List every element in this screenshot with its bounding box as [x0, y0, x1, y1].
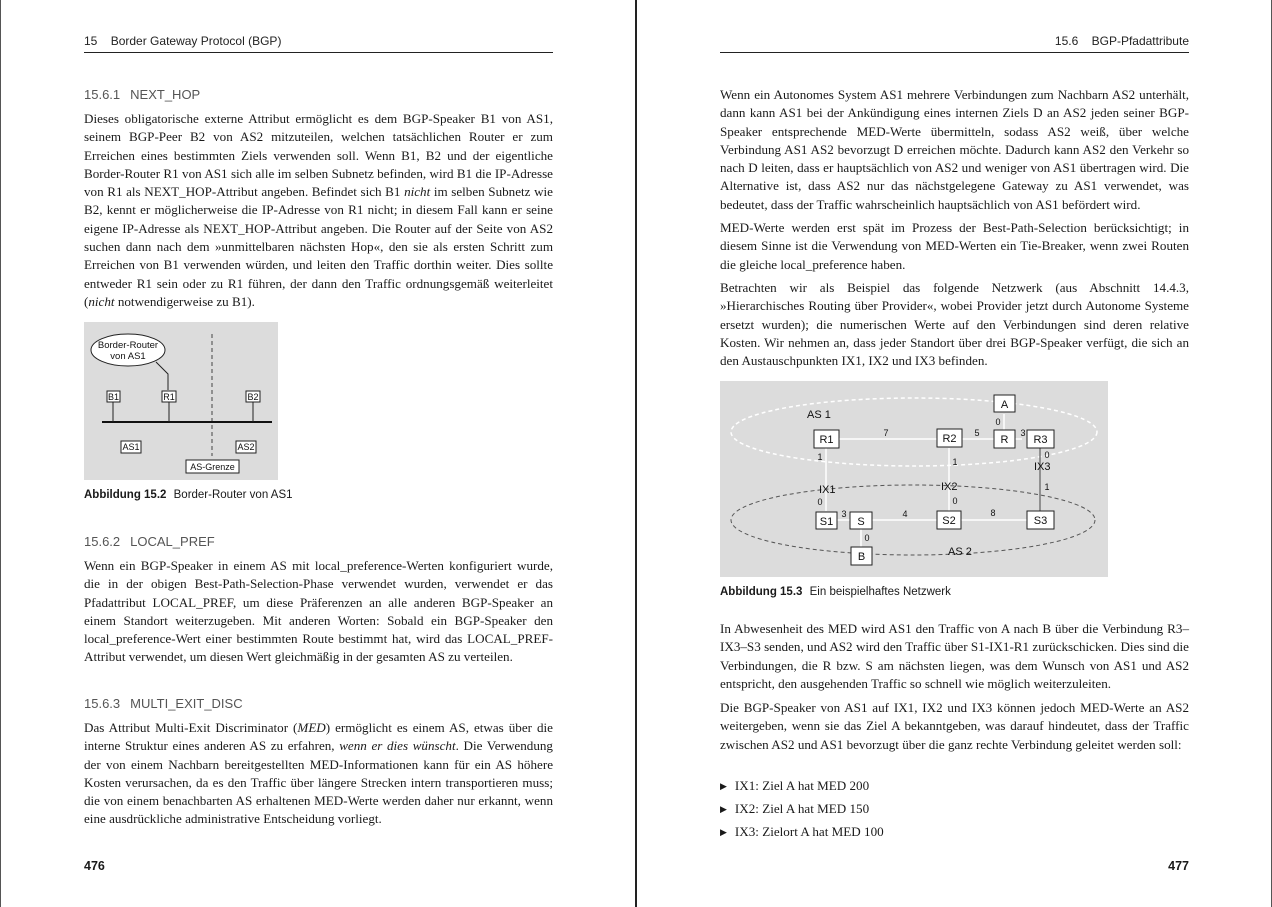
label-as2: AS2	[237, 442, 255, 452]
list-item: ▶ IX2: Ziel A hat MED 150	[720, 798, 884, 821]
bubble-text-1: Border-Router	[97, 340, 159, 351]
caption-figure-15-2: Abbildung 15.2 Border-Router von AS1	[84, 489, 293, 501]
label-as-2: AS 2	[948, 546, 972, 558]
cost-s1-s: 3	[841, 509, 847, 519]
label-as1: AS1	[122, 442, 140, 452]
section-heading-next-hop: 15.6.1 NEXT_HOP	[84, 87, 201, 102]
running-header-left	[84, 34, 281, 48]
cost-ix3: 0	[1044, 450, 1050, 460]
right-page	[636, 0, 1272, 907]
figure-border-router	[84, 322, 278, 480]
cost-r1-r2: 7	[883, 428, 889, 438]
cost-s-b: 0	[864, 533, 870, 543]
node-r: R	[1000, 434, 1009, 446]
label-as-boundary: AS-Grenze	[190, 462, 235, 472]
node-s: S	[857, 516, 865, 528]
node-s3: S3	[1033, 515, 1048, 527]
node-s1: S1	[819, 516, 834, 528]
cost-r1-ix1: 1	[817, 452, 823, 462]
list-item: ▶ IX3: Zielort A hat MED 100	[720, 821, 884, 844]
paragraph-1: Wenn ein Autonomes System AS1 mehrere Verbindungen zum Nachbarn AS2 unterhält, dann kann AS1 bei der Ankündigung eines internen Ziels D an AS2 jeden seiner BGP-Speaker entsprechende MED-Werte übermitteln, sodass AS2 weiß, über welche Verbindung AS1 AS2 bevorzugt D erreichen möchte. Dadurch kann AS2 den Verkehr so nach D leiten, dass er hauptsächlich von AS2 und weniger von AS1 übertragen wird. Die Alternative ist, dass AS2 nur das nächstgelegene Gateway zu AS1 verwendet, was bedeutet, dass der Traffic wahrscheinlich hauptsächlich von AS1 befördert wird.	[720, 87, 1189, 212]
page-number-right: 477	[1168, 859, 1189, 873]
paragraph-next-hop: Dieses obligatorische externe Attribut ermöglicht es dem BGP-Speaker B1 von AS1, seinem BGP-Peer B2 von AS2 mitzuteilen, welchen tatsächlichen Router er zum Erreichen eines bestimmten Ziels verwenden soll. Wenn B1, B2 und der eigentliche Border-Router R1 von AS1 sich alle im selben Subnetz befinden, wird B1 die IP-Adresse von R1 als NEXT_HOP-Attribut angeben. Befindet sich B1 nicht im selben Subnetz wie B2, kennt er möglicherweise die IP-Adresse von R1 nicht; in diesem Fall kann er seine eigene IP-Adresse als NEXT_HOP-Attribut angeben. Die Router auf der Seite von AS2 suchen dann nach dem »unmittelbaren nächsten Hop«, den sie als ersten Schritt zum Erreichen von B1 verwenden würden, und leiten den Traffic dorthin weiter. Dies sollte entweder R1 sein oder zu R1 führen, der dann den Traffic ordnungsgemäß weiterleitet (nicht notwendigerweise zu B1).	[84, 111, 553, 309]
label-ix1: IX1	[819, 484, 836, 496]
running-header-right	[1055, 34, 1189, 48]
med-bullet-list	[720, 775, 884, 844]
cost-r2-r: 5	[974, 428, 980, 438]
cost-r2-ix2: 1	[952, 457, 958, 467]
node-r2: R2	[942, 433, 957, 445]
header-title: Border Gateway Protocol (BGP)	[110, 34, 282, 48]
figure-example-network	[720, 381, 1108, 577]
header-chapter: 15	[84, 34, 98, 48]
cost-r-r3: 3	[1020, 428, 1026, 438]
section-heading-local-pref: 15.6.2 LOCAL_PREF	[84, 534, 215, 549]
paragraph-4: In Abwesenheit des MED wird AS1 den Traffic von A nach B über die Verbindung R3–IX3–S3 senden, und AS2 wird den Traffic über S1-IX1-R1 zurückschicken. Dies sind die Verbindungen, die R bzw. S am nächsten liegen, was dem Wunsch von AS1 und AS2 entspricht, den ausgehenden Traffic so schnell wie möglich weiterzuleiten.	[720, 621, 1189, 691]
cost-ix2: 0	[952, 496, 958, 506]
caption-figure-15-3: Abbildung 15.3 Ein beispielhaftes Netzwerk	[720, 586, 951, 598]
paragraph-2: MED-Werte werden erst spät im Prozess der Best-Path-Selection berücksichtigt; in diesem Sinne ist die Verwendung von MED-Werten ein Tie-Breaker, wenn zwei Routen die gleiche local_preference haben.	[720, 220, 1189, 272]
paragraph-local-pref: Wenn ein BGP-Speaker in einem AS mit local_preference-Werten konfiguriert wurde, die in der obigen Best-Path-Selection-Phase verwendet wurden, verwendet er das Pfadattribut LOCAL_PREF, um diese Präferenzen an alle anderen BGP-Speaker an einem Standort weiterzugeben. Mit anderen Worten: Sobald ein BGP-Speaker den local_preference-Wert einer bestimmten Route bestimmt hat, wird das LOCAL_PREF-Attribut verwendet, um diesen Wert gleichmäßig in der gesamten AS zu verteilen.	[84, 558, 553, 665]
node-s2: S2	[942, 515, 956, 527]
list-item: ▶ IX1: Ziel A hat MED 200	[720, 775, 884, 798]
label-ix3: IX3	[1034, 461, 1051, 473]
example-network-diagram	[720, 381, 1108, 577]
page-number-left: 476	[84, 859, 105, 873]
header-chapter: 15.6	[1054, 34, 1079, 48]
node-r3: R3	[1033, 434, 1048, 446]
header-rule	[720, 52, 1189, 53]
header-rule	[84, 52, 553, 53]
header-title: BGP-Pfadattribute	[1091, 34, 1189, 48]
node-b2: B2	[247, 392, 259, 402]
cost-a-r: 0	[995, 417, 1001, 427]
paragraph-multi-exit-disc: Das Attribut Multi-Exit Discriminator (MED) ermöglicht es einem AS, etwas über die interne Struktur eines anderen AS zu erfahren, wenn er dies wünscht. Die Verwendung der von einem Nachbarn bereitgestellten MED-Informationen kann für ein AS höhere Kosten verursachen, da es den Traffic über längere Strecken intern transportieren muss; die von einem benachbarten AS erhaltenen MED-Werte werden daher nur erkannt, wenn eine ausdrückliche administrative Entscheidung vorliegt.	[84, 720, 553, 827]
node-b1: B1	[107, 392, 120, 402]
section-heading-multi-exit-disc: 15.6.3 MULTI_EXIT_DISC	[84, 696, 243, 711]
cost-s2-s3: 8	[990, 508, 996, 518]
node-a: A	[1000, 399, 1009, 411]
paragraph-3: Betrachten wir als Beispiel das folgende Netzwerk (aus Abschnitt 14.4.3, »Hierarchisches Routing über Provider«, wobei Provider jetzt durch Autonome Systeme ersetzt wurden); die numerischen Werte auf den Verbindungen sind deren relative Kosten. Wir nehmen an, dass jeder Standort über drei BGP-Speaker verfügt, die sich an den Austauschpunkten IX1, IX2 und IX3 befinden.	[720, 280, 1189, 369]
paragraph-5: Die BGP-Speaker von AS1 auf IX1, IX2 und IX3 können jedoch MED-Werte an AS2 weitergeben, wenn sie das Ziel A bekanntgeben, was darauf hindeutet, dass der Traffic zwischen AS2 und AS1 bevorzugt über die ganz rechte Verbindung geleitet werden soll:	[720, 700, 1189, 752]
node-r1: R1	[163, 392, 175, 402]
bubble-text-2: von AS1	[110, 351, 146, 362]
node-b: B	[857, 551, 866, 563]
cost-ix1: 0	[817, 497, 823, 507]
node-r1: R1	[819, 434, 834, 446]
cost-s-s2: 4	[902, 509, 908, 519]
cost-r3-ix3: 1	[1044, 482, 1050, 492]
label-ix2: IX2	[941, 481, 958, 493]
label-as-1: AS 1	[807, 409, 831, 421]
border-router-diagram	[84, 322, 278, 480]
